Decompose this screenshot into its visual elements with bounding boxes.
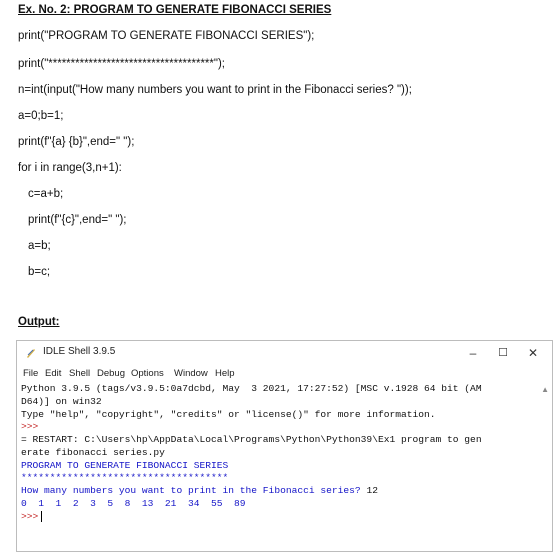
- vertical-scrollbar[interactable]: [538, 383, 550, 549]
- text-cursor: [41, 511, 42, 522]
- code-line: b=c;: [28, 266, 51, 278]
- code-line: print("PROGRAM TO GENERATE FIBONACCI SERIES");: [18, 30, 315, 42]
- scroll-up-arrow-icon[interactable]: ▲: [541, 385, 549, 394]
- close-button[interactable]: ✕: [527, 346, 539, 360]
- maximize-button[interactable]: ☐: [498, 347, 508, 359]
- shell-input-line: [21, 485, 378, 498]
- output-label: Output:: [18, 316, 60, 328]
- shell-line: erate fibonacci series.py: [21, 447, 165, 458]
- code-line: n=int(input("How many numbers you want to print in the Fibonacci series? "));: [18, 84, 412, 96]
- menu-window[interactable]: Window: [174, 368, 208, 379]
- shell-line: = RESTART: C:\Users\hp\AppData\Local\Programs\Python\Python39\Ex1 program to gen: [21, 434, 482, 445]
- code-line: a=0;b=1;: [18, 110, 64, 122]
- menu-options[interactable]: Options: [131, 368, 164, 379]
- shell-text-area[interactable]: [21, 383, 537, 549]
- menu-debug[interactable]: Debug: [97, 368, 125, 379]
- exercise-title: Ex. No. 2: PROGRAM TO GENERATE FIBONACCI SERIES: [18, 4, 332, 16]
- shell-prompt: >>>: [21, 421, 39, 432]
- shell-line: Type "help", "copyright", "credits" or "license()" for more information.: [21, 409, 436, 420]
- minimize-button[interactable]: –: [469, 346, 477, 360]
- menu-bar: [17, 365, 552, 383]
- menu-file[interactable]: File: [23, 368, 39, 379]
- code-line: for i in range(3,n+1):: [18, 162, 122, 174]
- menu-shell[interactable]: Shell: [69, 368, 91, 379]
- shell-line: D64)] on win32: [21, 396, 102, 407]
- idle-shell-window: [16, 340, 553, 552]
- shell-output-line: ************************************: [21, 472, 229, 483]
- code-line: print(f"{a} {b}",end=" ");: [18, 136, 135, 148]
- shell-input-prompt: How many numbers you want to print in the Fibonacci series?: [21, 485, 367, 496]
- code-line: c=a+b;: [28, 188, 64, 200]
- code-line: print("*************************************");: [18, 58, 225, 70]
- menu-edit[interactable]: Edit: [45, 368, 62, 379]
- python-feather-icon: [25, 347, 37, 359]
- title-bar[interactable]: [17, 341, 552, 365]
- shell-user-input: 12: [366, 485, 378, 496]
- code-line: print(f"{c}",end=" ");: [28, 214, 127, 226]
- menu-help[interactable]: Help: [215, 368, 235, 379]
- window-title: IDLE Shell 3.9.5: [43, 346, 116, 357]
- shell-prompt: >>>: [21, 511, 39, 523]
- shell-prompt-line: [21, 511, 42, 524]
- shell-line: Python 3.9.5 (tags/v3.9.5:0a7dcbd, May 3 2021, 17:27:52) [MSC v.1928 64 bit (AM: [21, 383, 482, 394]
- code-line: a=b;: [28, 240, 51, 252]
- shell-output-line: PROGRAM TO GENERATE FIBONACCI SERIES: [21, 460, 229, 471]
- fibonacci-output: 0 1 1 2 3 5 8 13 21 34 55 89: [21, 498, 246, 509]
